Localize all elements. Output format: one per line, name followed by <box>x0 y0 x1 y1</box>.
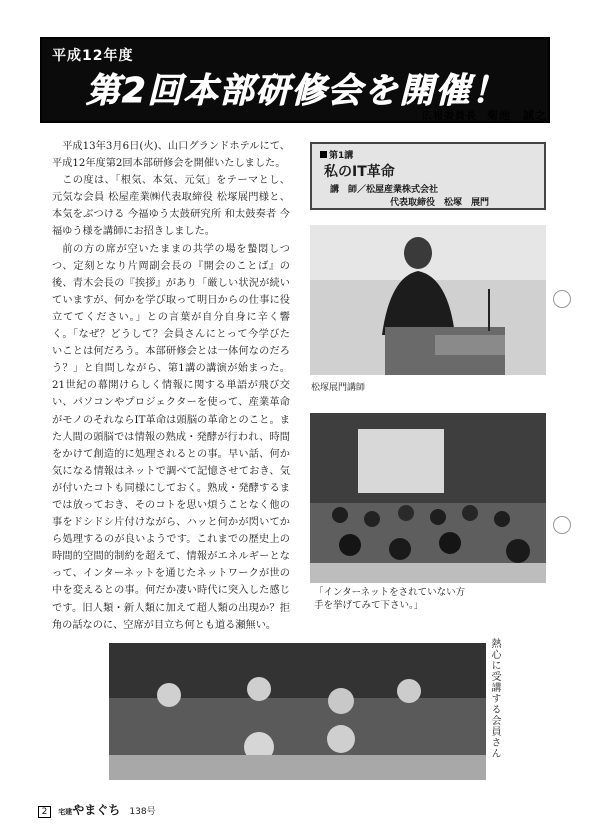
article-paragraph: 平成13年3月6日(火)、山口グランドホテルにて、平成12年度第2回本部研修会を開催いたしました。 <box>52 141 290 170</box>
binder-hole <box>553 516 571 534</box>
lecture-speaker-line2: 代表取締役 松塚 展門 <box>390 198 490 208</box>
byline-role: 広報委員長 <box>422 111 477 122</box>
caption-line: 手を挙げてみて下さい。」 <box>314 600 424 611</box>
lecture-tag: 第1講 <box>320 148 353 161</box>
byline-name: 菊池 誠之 <box>487 109 547 122</box>
magazine-prefix: 宅建 <box>58 808 73 816</box>
lecture-speaker-line1: 講 師／松屋産業株式会社 <box>330 185 439 195</box>
page-footer <box>38 801 156 818</box>
lecture-title: 私のIT革命 <box>324 164 395 180</box>
caption-line: 「インターネットをされていない方 <box>314 587 466 598</box>
audience-photo-drawing <box>310 413 546 583</box>
article-body <box>52 138 290 634</box>
attendees-photo <box>109 643 486 780</box>
attendees-photo-drawing <box>109 643 486 780</box>
audience-photo <box>310 413 546 583</box>
byline <box>422 107 547 123</box>
article-paragraph: 前の方の席が空いたままの共学の場を蟄悶しつつ、定刻となり片岡副会長の『開会のことば』の後、青木会長の『挨拶』があり「厳しい状況が続いていますが、何かを学び取って明日からの仕事に役立ててください。」との言葉が自分自身に辛く響く。「なぜ？どうして？会員さんにとって今学びたいことは何だろう。本部研修会とは一体何なのだろう？」と自問しながら、第1講の講演が始まった。21世紀の幕開けらしく情報に関する単語が飛び交い、パソコンやプロジェクターを使って、産業革命がモノのそれならIT革命は頭脳の革命とのこと。また人間の頭脳では情報の熟成・発酵が行われ、時間をかけて創造的に処理されるとの事。早い話、何か気になる情報はネットで調べて記憶させておき、気が付いたコトも同様にしておく。熟成・発酵するまでは放っておき、そのコトを思い煩うことなく他の事をドシドシ片付けながら、ハッと何かが閃いてから処理するのが良いようです。これまでの歴史上の時間的空間的制約を超えて、情報がエネルギーとなって、インターネットを通じたネットワークが世の中を変えるとの事。何だか凄い時代に突入した感じです。旧人類・新人類に加えて超人類の出現か？拒角の話なのに、空席が目立ち何とも道る瀬無い。 <box>52 243 290 631</box>
binder-hole <box>553 290 571 308</box>
magazine-name <box>58 803 120 817</box>
speaker-photo <box>310 225 546 375</box>
speaker-photo-drawing <box>310 225 546 375</box>
attendees-photo-caption: 熱心に受講する会員さん <box>489 638 500 759</box>
banner-kicker: 平成12年度 <box>52 48 134 64</box>
article-paragraph: この度は、「根気、本気、元気」をテーマとし、元気な会員 松屋産業㈱代表取締役 松塚展門様と、本気をぶつける 今福ゆう太鼓研究所 和太鼓奏者 今福ゆう様を講師にお招きしました。 <box>52 175 290 238</box>
audience-photo-caption <box>314 586 465 612</box>
lecture-info-box <box>310 142 546 210</box>
speaker-photo-caption: 松塚展門講師 <box>311 383 366 393</box>
magazine-title: やまぐち <box>72 803 121 817</box>
page-title: 第2回本部研修会を開催！ <box>86 71 508 111</box>
issue-number: 138号 <box>129 807 156 817</box>
page-number: 2 <box>38 806 51 818</box>
